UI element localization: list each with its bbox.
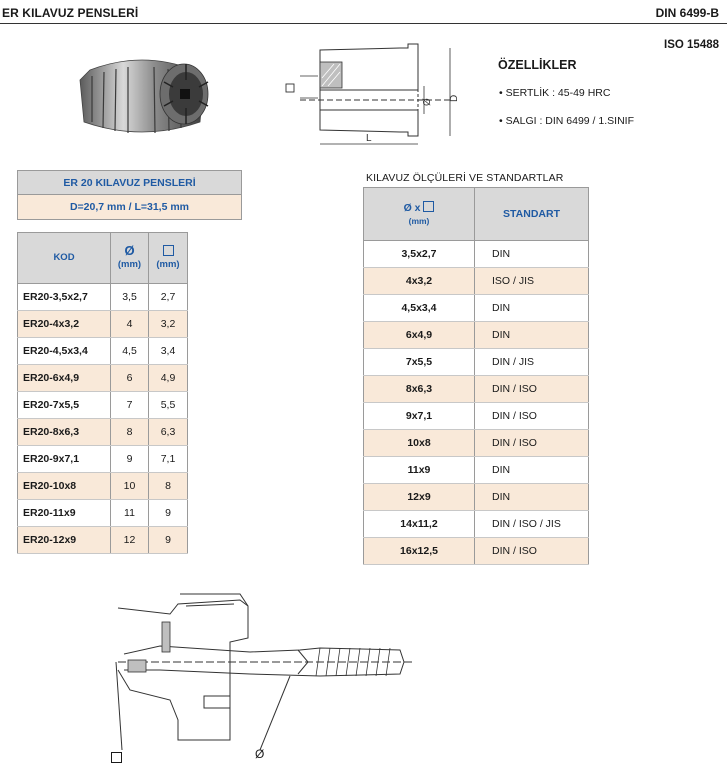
diameter-cell: 11 (111, 500, 149, 527)
standard-cell: DIN / ISO (475, 538, 589, 565)
table-row (364, 430, 589, 457)
collet-section-drawing (280, 40, 470, 150)
size-cell: 9x7,1 (364, 403, 475, 430)
header-divider (0, 23, 727, 24)
code-cell: ER20-7x5,5 (18, 392, 111, 419)
table-row (364, 241, 589, 268)
diameter-cell: 7 (111, 392, 149, 419)
code-cell: ER20-10x8 (18, 473, 111, 500)
col-header-code: KOD (18, 233, 111, 284)
square-cell: 4,9 (149, 365, 188, 392)
code-cell: ER20-6x4,9 (18, 365, 111, 392)
info-box-title: ER 20 KILAVUZ PENSLERİ (18, 171, 241, 195)
square-cell: 5,5 (149, 392, 188, 419)
square-cell: 2,7 (149, 284, 188, 311)
table-row (364, 349, 589, 376)
feature-runout: • SALGI : DIN 6499 / 1.SINIF (499, 115, 634, 127)
feature-hardness: • SERTLİK : 45-49 HRC (499, 87, 611, 99)
col-header-square: (mm) (149, 233, 188, 284)
square-cell: 3,2 (149, 311, 188, 338)
collet-info-box (17, 170, 242, 220)
standard-cell: DIN (475, 484, 589, 511)
square-cell: 3,4 (149, 338, 188, 365)
diameter-cell: 9 (111, 446, 149, 473)
code-cell: ER20-8x6,3 (18, 419, 111, 446)
square-cell: 9 (149, 500, 188, 527)
size-cell: 6x4,9 (364, 322, 475, 349)
size-cell: 10x8 (364, 430, 475, 457)
table-row (364, 457, 589, 484)
diameter-cell: 6 (111, 365, 149, 392)
diameter-cell: 4,5 (111, 338, 149, 365)
table-row (18, 284, 188, 311)
diameter-cell: 3,5 (111, 284, 149, 311)
standard-cell: DIN (475, 241, 589, 268)
size-cell: 12x9 (364, 484, 475, 511)
standard-cell: ISO / JIS (475, 268, 589, 295)
size-cell: 4x3,2 (364, 268, 475, 295)
dim-d: D (449, 94, 460, 102)
code-cell: ER20-11x9 (18, 500, 111, 527)
table-row (18, 473, 188, 500)
standards-table (363, 187, 589, 565)
standard-cell: DIN (475, 457, 589, 484)
diameter-size-label: Ø (255, 747, 265, 761)
code-cell: ER20-4x3,2 (18, 311, 111, 338)
standard-cell: DIN (475, 295, 589, 322)
square-cell: 6,3 (149, 419, 188, 446)
features-title: ÖZELLİKLER (498, 58, 577, 72)
table-row (364, 376, 589, 403)
table-row (18, 311, 188, 338)
size-cell: 16x12,5 (364, 538, 475, 565)
square-cell: 9 (149, 527, 188, 554)
info-box-dimensions: D=20,7 mm / L=31,5 mm (18, 195, 241, 219)
table-row (18, 338, 188, 365)
square-size-label-icon (111, 752, 122, 763)
size-cell: 4,5x3,4 (364, 295, 475, 322)
col-header-standard: STANDART (475, 188, 589, 241)
table-row (364, 511, 589, 538)
diameter-cell: 12 (111, 527, 149, 554)
size-cell: 8x6,3 (364, 376, 475, 403)
col-header-size: Ø x (mm) (364, 188, 475, 241)
dim-diameter: Ø (422, 98, 433, 106)
page-title: ER KILAVUZ PENSLERİ (2, 6, 139, 20)
standard-cell: DIN (475, 322, 589, 349)
table-row (18, 365, 188, 392)
standard-cell: DIN / ISO (475, 403, 589, 430)
standard-cell: DIN / ISO (475, 430, 589, 457)
diameter-cell: 4 (111, 311, 149, 338)
code-table (17, 232, 188, 554)
code-cell: ER20-4,5x3,4 (18, 338, 111, 365)
collet-product-image (72, 42, 212, 142)
dim-l: L (366, 133, 372, 144)
standard-cell: DIN / ISO / JIS (475, 511, 589, 538)
table-row (18, 500, 188, 527)
diameter-cell: 8 (111, 419, 149, 446)
code-cell: ER20-3,5x2,7 (18, 284, 111, 311)
table-row (18, 392, 188, 419)
table-row (364, 322, 589, 349)
standard-cell: DIN / ISO (475, 376, 589, 403)
size-cell: 3,5x2,7 (364, 241, 475, 268)
table-row (18, 446, 188, 473)
square-cell: 8 (149, 473, 188, 500)
table-row (18, 527, 188, 554)
table-row (18, 419, 188, 446)
code-cell: ER20-9x7,1 (18, 446, 111, 473)
square-icon (163, 245, 174, 256)
size-cell: 11x9 (364, 457, 475, 484)
square-cell: 7,1 (149, 446, 188, 473)
standard-cell: DIN / JIS (475, 349, 589, 376)
tap-holder-section-drawing (100, 590, 420, 750)
table-row (364, 538, 589, 565)
col-header-diameter: Ø (mm) (111, 233, 149, 284)
table-row (364, 295, 589, 322)
code-cell: ER20-12x9 (18, 527, 111, 554)
diameter-cell: 10 (111, 473, 149, 500)
table-row (364, 268, 589, 295)
table-row (364, 484, 589, 511)
iso-standard: ISO 15488 (664, 39, 719, 51)
din-standard: DIN 6499-B (655, 6, 719, 20)
size-cell: 7x5,5 (364, 349, 475, 376)
size-cell: 14x11,2 (364, 511, 475, 538)
table-row (364, 403, 589, 430)
square-icon (423, 201, 434, 212)
standards-label: KILAVUZ ÖLÇÜLERİ VE STANDARTLAR (366, 172, 564, 184)
